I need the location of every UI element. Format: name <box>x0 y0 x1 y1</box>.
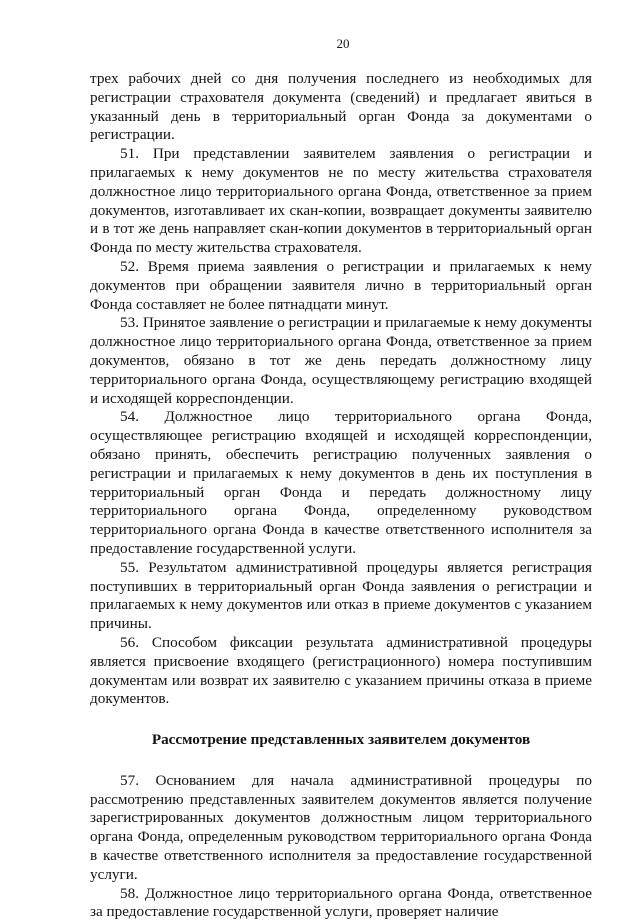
section-heading: Рассмотрение представленных заявителем документов <box>151 731 531 749</box>
paragraph-52: 52. Время приема заявления о регистрации и прилагаемых к нему документов при обращении заявителя лично в территориальный орган Фонда составляет не более пятнадцати минут. <box>90 257 592 313</box>
paragraph-54: 54. Должностное лицо территориального органа Фонда, осуществляющее регистрацию входящей и исходящей корреспонденции, обязано принять, обеспечить регистрацию полученных заявления о регистрации и прилагаемых к нему документов в день их поступления в территориальный орган Фонда и передать должностному лицу территориального органа Фонда, определенному руководством территориального органа Фонда в качестве ответственного исполнителя за предоставление государственной услуги. <box>90 408 592 557</box>
paragraph-55: 55. Результатом административной процедуры является регистрация поступивших в территориальный орган Фонда заявления о регистрации и прилагаемых к нему документов или отказ в приеме документов с указанием причины. <box>90 558 592 633</box>
paragraph-53: 53. Принятое заявление о регистрации и прилагаемые к нему документы должностное лицо территориального органа Фонда, ответственное за прием документов, обязано в тот же день передать должностному лицу территориального органа Фонда, осуществляющему регистрацию входящей и исходящей корреспонденции. <box>90 314 592 407</box>
paragraph-51: 51. При представлении заявителем заявления о регистрации и прилагаемых к нему документов не по месту жительства страхователя должностное лицо территориального органа Фонда, ответственное за прием документов, изготавливает их скан-копии, возвращает документы заявителю и в тот же день направляет скан-копии документов в территориальный орган Фонда по месту жительства страхователя. <box>90 145 592 257</box>
paragraph-continuation: трех рабочих дней со дня получения последнего из необходимых для регистрации страхователя документа (сведений) и предлагает явиться в указанный день в территориальный орган Фонда за документами о регистрации. <box>90 70 592 144</box>
paragraph-56: 56. Способом фиксации результата административной процедуры является присвоение входящего (регистрационного) номера поступившим документам или возврат их заявителю с указанием причины отказа в приеме документов. <box>90 633 592 708</box>
paragraph-58: 58. Должностное лицо территориального органа Фонда, ответственное за предоставление государственной услуги, проверяет наличие <box>90 884 592 921</box>
page-number: 20 <box>336 36 350 51</box>
paragraph-57: 57. Основанием для начала административной процедуры по рассмотрению представленных заявителем документов является получение зарегистрированных документов должностным лицом территориального органа Фонда, определенным руководством территориального органа Фонда в качестве ответственного исполнителя за предоставление государственной услуги. <box>90 771 592 883</box>
